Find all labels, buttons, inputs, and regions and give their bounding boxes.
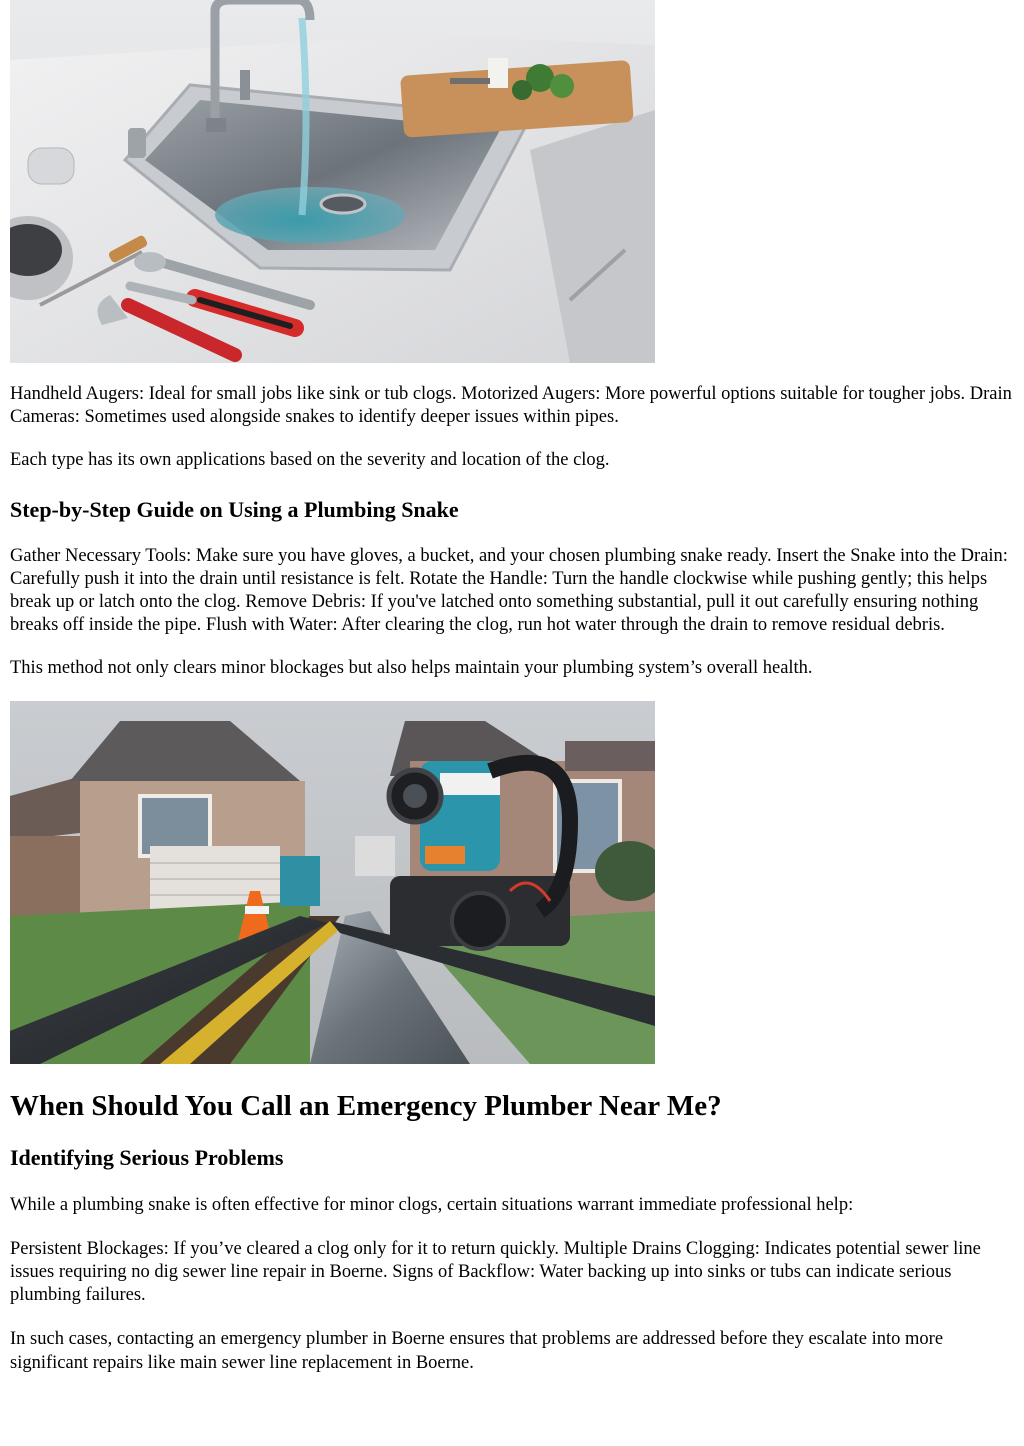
method-paragraph: This method not only clears minor blockages but also helps maintain your plumbing system’s overall health. [10, 658, 813, 679]
article [10, 0, 1014, 1375]
closing-paragraph: In such cases, contacting an emergency plumber in Boerne ensures that problems are addressed before they escalate into more significant repairs like main sewer line replacement in Boerne. [10, 1329, 944, 1373]
snake-machine-image [10, 701, 655, 1064]
guide-heading: Step-by-Step Guide on Using a Plumbing Snake [10, 496, 459, 522]
guide-paragraph: Gather Necessary Tools: Make sure you have gloves, a bucket, and your chosen plumbing snake ready. Insert the Snake into the Drain: Carefully push it into the drain until resistance is felt. Rotate the Handle: Turn the handle clockwise while pushing gently; this helps break up or latch onto the clog. Remove Debris: If you've latched onto something substantial, pull it out carefully ensuring nothing breaks off inside the pipe. Flush with Water: After clearing the clog, run hot water through the drain to remove residual debris. [10, 545, 1008, 636]
serious-heading: Identifying Serious Problems [10, 1144, 284, 1170]
applications-paragraph: Each type has its own applications based on the severity and location of the clog. [10, 450, 610, 471]
emergency-heading: When Should You Call an Emergency Plumber Near Me? [10, 1089, 722, 1122]
problems-paragraph: Persistent Blockages: If you’ve cleared a clog only for it to return quickly. Multiple Drains Clogging: Indicates potential sewer line issues requiring no dig sewer line repair in Boerne. Signs of Backflow: Water backing up into sinks or tubs can indicate serious plumbing failures. [10, 1238, 981, 1306]
sink-image [10, 0, 655, 363]
serious-intro-paragraph: While a plumbing snake is often effective for minor clogs, certain situations warrant immediate professional help: [10, 1194, 854, 1215]
types-paragraph: Handheld Augers: Ideal for small jobs like sink or tub clogs. Motorized Augers: More powerful options suitable for tougher jobs. Drain Cameras: Sometimes used alongside snakes to identify deeper issues within pipes. [10, 384, 1012, 428]
